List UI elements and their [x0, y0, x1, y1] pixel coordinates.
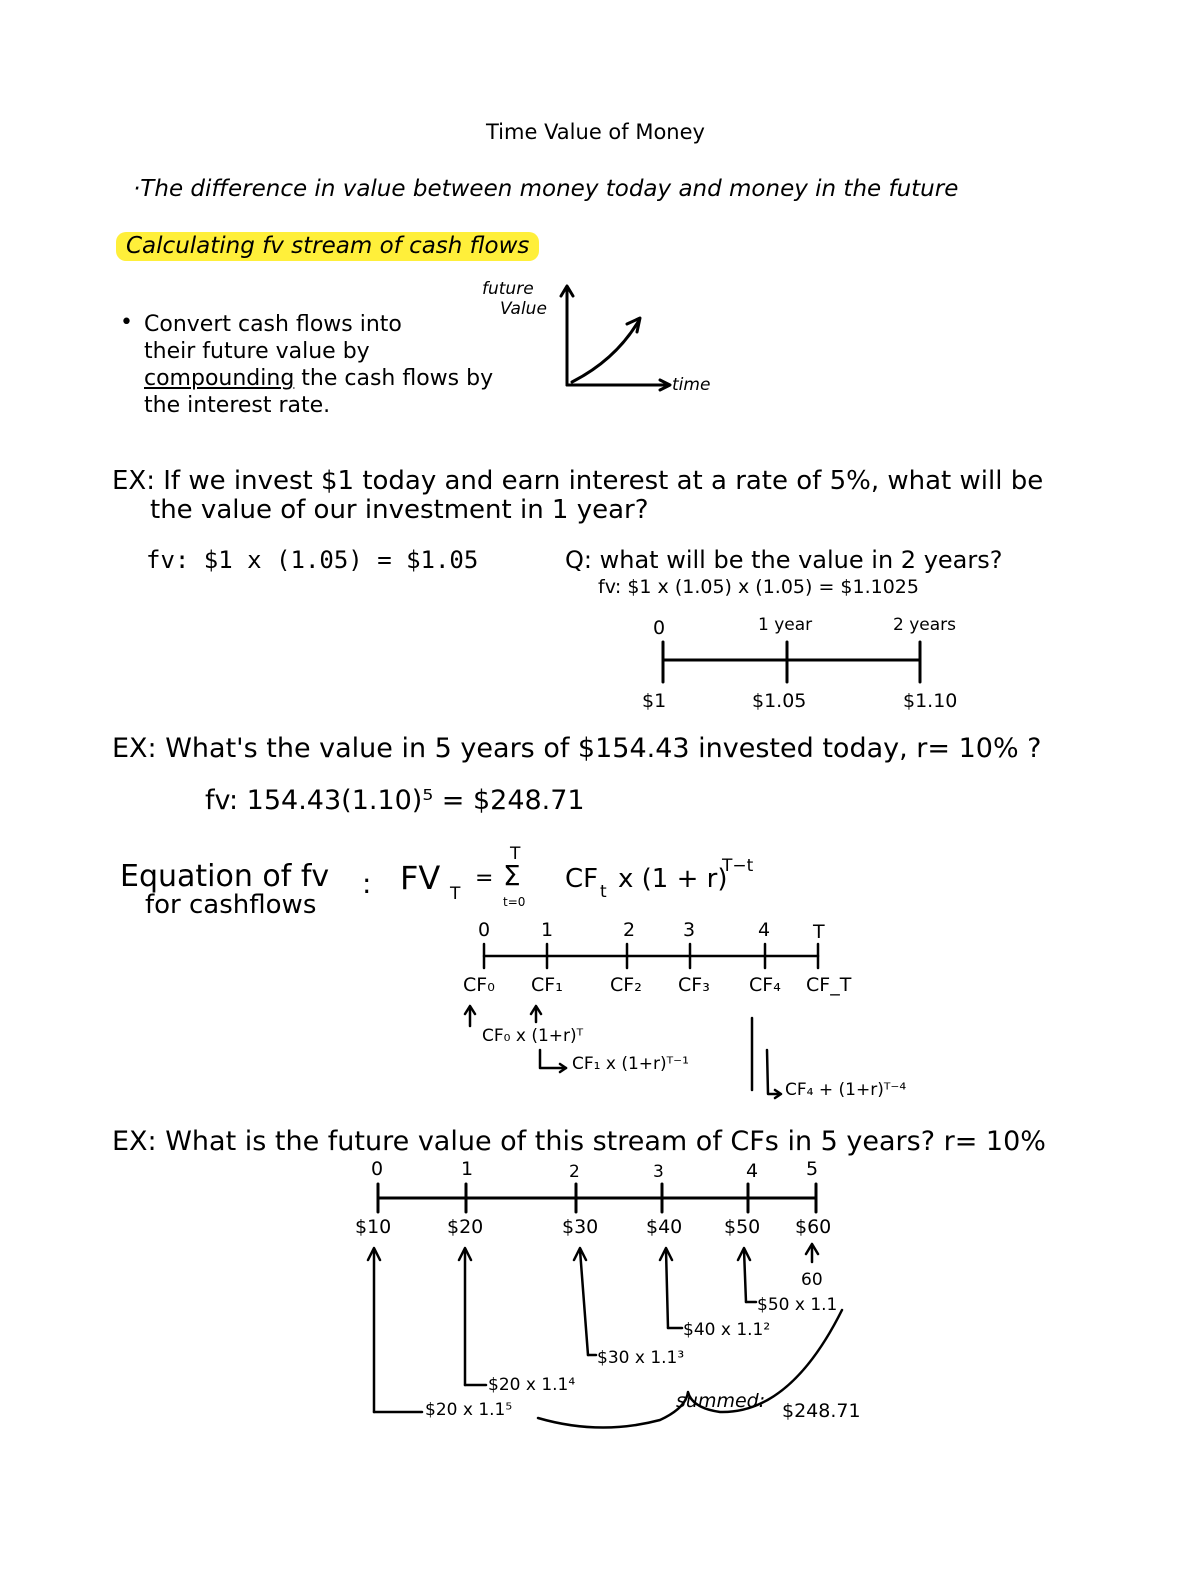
ex3-note-2: $40 x 1.1² [683, 1320, 771, 1340]
graph-ylabel-2: Value [500, 299, 547, 319]
tl2-top-2: 2 [623, 919, 636, 941]
highlighted-heading: Calculating fv stream of cash flows [116, 232, 539, 261]
bullet-marker: • [120, 310, 133, 335]
tl1-top-0: 0 [653, 617, 666, 639]
tl2-top-3: 3 [683, 919, 696, 941]
example1-followup: Q: what will be the value in 2 years? [565, 546, 1003, 574]
tl1-top-2: 2 years [893, 615, 957, 635]
tl2-top-1: 1 [541, 919, 554, 941]
tl3-bottom-0: $10 [355, 1216, 392, 1238]
example2-answer: fv: 154.43(1.10)⁵ = $248.71 [205, 785, 585, 816]
example3-question: EX: What is the future value of this stream of CFs in 5 years? r= 10% [112, 1126, 1046, 1157]
example1-followup-answer: fv: $1 x (1.05) x (1.05) = $1.1025 [598, 576, 919, 598]
bullet-line-4: the interest rate. [144, 393, 331, 418]
example1-question-line1: EX: If we invest $1 today and earn interest at a rate of 5%, what will be [112, 466, 1044, 496]
formula-body: CF [565, 864, 599, 894]
tl1-bottom-1: $1.05 [752, 690, 807, 712]
ex3-note-0: 60 [801, 1270, 823, 1290]
sum-upper: T [510, 844, 521, 864]
tl1-top-1: 1 year [758, 615, 813, 635]
timeline-3-arrows [368, 1244, 842, 1428]
fv-graph [561, 286, 670, 390]
tl3-top-3: 3 [653, 1162, 664, 1182]
formula-factor: x (1 + r) [618, 864, 728, 894]
timeline-1 [663, 642, 920, 682]
formula-lhs: FV [400, 859, 441, 897]
tl2-bottom-0: CF₀ [463, 974, 495, 996]
timeline-3 [378, 1184, 816, 1212]
bullet-line-1: Convert cash flows into [144, 312, 402, 337]
formula-lhs-sub: T [450, 884, 461, 904]
formula-exponent: T−t [722, 856, 754, 876]
ex3-note-5: $20 x 1.1⁵ [425, 1400, 513, 1420]
tl2-bottom-3: CF₃ [678, 974, 710, 996]
tl3-top-1: 1 [461, 1158, 474, 1180]
summed-total: $248.71 [782, 1400, 861, 1422]
equation-label-2: for cashflows [145, 890, 317, 920]
tl3-bottom-5: $60 [795, 1216, 832, 1238]
formula-body-sub: t [600, 882, 607, 902]
tl3-top-4: 4 [746, 1160, 759, 1182]
timeline-2 [465, 944, 818, 1098]
eq-note-1: CF₁ x (1+r)ᵀ⁻¹ [572, 1054, 689, 1074]
tl2-bottom-4: CF₄ [749, 974, 781, 996]
tl2-top-4: 4 [758, 919, 771, 941]
ex3-note-4: $20 x 1.1⁴ [488, 1375, 576, 1395]
tl3-bottom-2: $30 [562, 1216, 599, 1238]
sum-lower: t=0 [503, 895, 526, 909]
graph-ylabel-1: future [482, 279, 534, 299]
example2-question: EX: What's the value in 5 years of $154.43 invested today, r= 10% ? [112, 733, 1042, 764]
tl3-top-0: 0 [371, 1158, 384, 1180]
tl2-bottom-5: CF_T [806, 974, 852, 996]
bullet-line-2: their future value by [144, 339, 370, 364]
tl2-top-0: 0 [478, 919, 491, 941]
example1-answer: fv: $1 x (1.05) = $1.05 [146, 546, 479, 574]
formula-eq: = [475, 866, 494, 891]
tl1-bottom-0: $1 [642, 690, 667, 712]
tl3-bottom-1: $20 [447, 1216, 484, 1238]
example1-question-line2: the value of our investment in 1 year? [150, 495, 649, 525]
ex3-note-3: $30 x 1.1³ [597, 1348, 685, 1368]
bullet-line-3-rest: the cash flows by [294, 366, 494, 391]
tl2-bottom-1: CF₁ [531, 974, 563, 996]
tl3-bottom-3: $40 [646, 1216, 683, 1238]
tl2-top-5: T [813, 921, 825, 943]
tl3-top-2: 2 [569, 1162, 580, 1182]
intro-definition: ·The difference in value between money today and money in the future [133, 176, 959, 202]
eq-note-0: CF₀ x (1+r)ᵀ [482, 1026, 584, 1046]
sum-symbol: Σ [503, 859, 521, 892]
underlined-word: compounding [144, 366, 295, 391]
summed-label: summed: [676, 1390, 766, 1412]
equation-label-1: Equation of fv [120, 859, 330, 894]
tl1-bottom-2: $1.10 [903, 690, 958, 712]
tl2-bottom-2: CF₂ [610, 974, 642, 996]
page-title: Time Value of Money [486, 120, 705, 144]
graph-xlabel: time [672, 375, 711, 395]
ex3-note-1: $50 x 1.1 [757, 1295, 838, 1315]
tl3-top-5: 5 [806, 1158, 819, 1180]
eq-note-2: CF₄ + (1+r)ᵀ⁻⁴ [785, 1080, 907, 1100]
tl3-bottom-4: $50 [724, 1216, 761, 1238]
equation-colon: : [362, 867, 372, 900]
